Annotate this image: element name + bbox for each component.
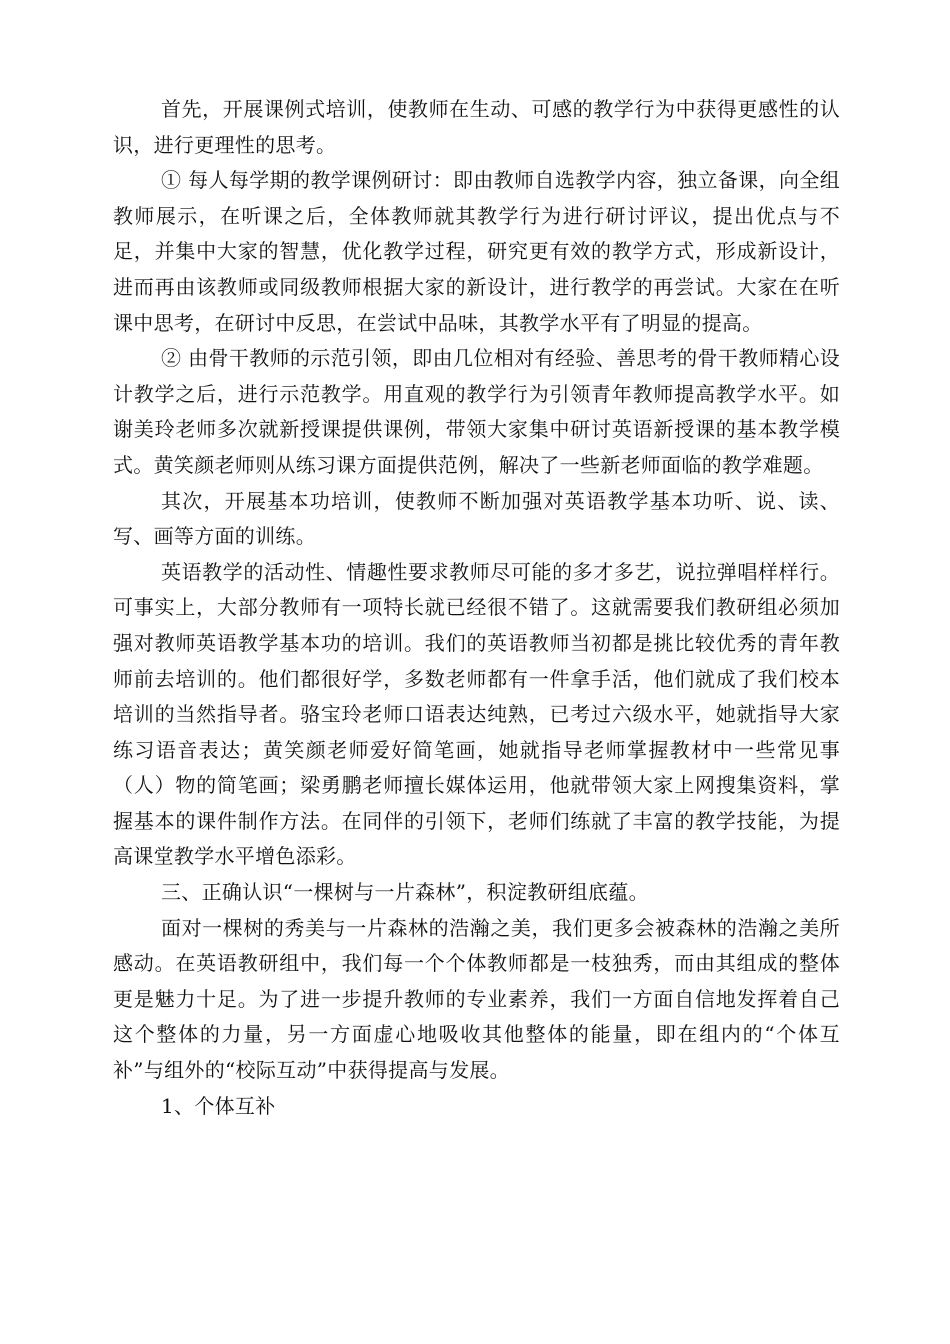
paragraph-case-study-training: 首先，开展课例式培训，使教师在生动、可感的教学行为中获得更感性的认识，进行更理性的思考。 bbox=[113, 97, 840, 157]
paragraph-basic-skills-training: 其次，开展基本功培训，使教师不断加强对英语教学基本功听、说、读、写、画等方面的训练。 bbox=[113, 488, 840, 549]
paragraph-teacher-talents: 英语教学的活动性、情趣性要求教师尽可能的多才多艺，说拉弹唱样样行。可事实上，大部分教师有一项特长就已经很不错了。这就需要我们教研组必须加强对教师英语教学基本功的培训。我们的英语教师当初都是挑比较优秀的青年教师前去培训的。他们都很好学，多数老师都有一件拿手活，他们就成了我们校本培训的当然指导者。骆宝玲老师口语表达纯熟，已考过六级水平，她就指导大家练习语音表达；黄笑颜老师爱好简笔画，她就指导老师掌握教材中一些常见事（人）物的简笔画；梁勇鹏老师擅长媒体运用，他就带领大家上网搜集资料，掌握基本的课件制作方法。在同伴的引领下，老师们练就了丰富的教学技能，为提高课堂教学水平增色添彩。 bbox=[113, 559, 840, 869]
paragraph-lesson-discussion: ① 每人每学期的教学课例研讨：即由教师自选教学内容，独立备课，向全组教师展示，在听课之后，全体教师就其教学行为进行研讨评议，提出优点与不足，并集中大家的智慧，优化教学过程，研究更有效的教学方式，形成新设计，进而再由该教师或同级教师根据大家的新设计，进行教学的再尝试。大家在在听课中思考，在研讨中反思，在尝试中品味，其教学水平有了明显的提高。 bbox=[113, 168, 840, 335]
subheading-individual-complement: 1、个体互补 bbox=[161, 1093, 276, 1118]
document-page bbox=[113, 92, 840, 1124]
paragraph-forest-metaphor: 面对一棵树的秀美与一片森林的浩瀚之美，我们更多会被森林的浩瀚之美所感动。在英语教研组中，我们每一个个体教师都是一枝独秀，而由其组成的整体更是魅力十足。为了进一步提升教师的专业素养，我们一方面自信地发挥着自己这个整体的力量，另一方面虚心地吸收其他整体的能量，即在组内的“个体互补”与组外的“校际互动”中获得提高与发展。 bbox=[113, 915, 840, 1083]
paragraph-backbone-demonstration: ② 由骨干教师的示范引领，即由几位相对有经验、善思考的骨干教师精心设计教学之后，进行示范教学。用直观的教学行为引领青年教师提高教学水平。如谢美玲老师多次就新授课提供课例，带领大家集中研讨英语新授课的基本教学模式。黄笑颜老师则从练习课方面提供范例，解决了一些新老师面临的教学难题。 bbox=[113, 346, 840, 477]
section-heading-tree-and-forest: 三、正确认识“一棵树与一片森林”，积淀教研组底蕴。 bbox=[161, 880, 649, 905]
